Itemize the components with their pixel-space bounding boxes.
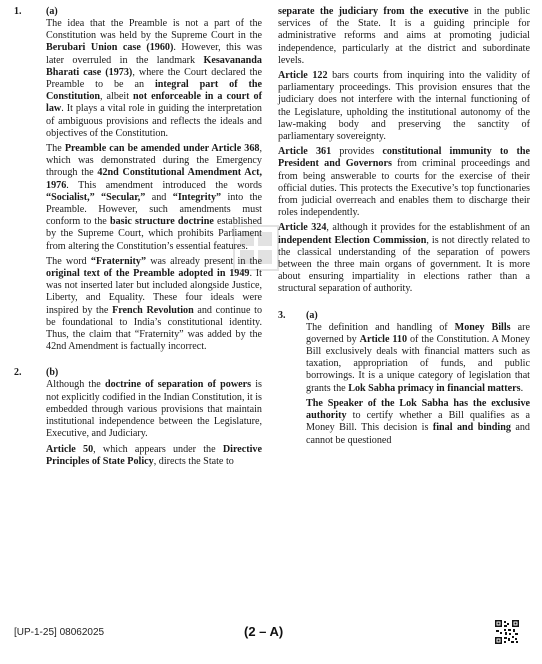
bold-term: separate the judiciary from the executive: [278, 6, 469, 17]
bold-term: final and binding: [432, 422, 511, 434]
watermark-logo: [232, 224, 280, 272]
paragraph: Article 361 provides constitutional immunity to the President and Governors from criminal proceedings and from being answerable to courts for the exercise of their official duties. This protects the Executive’s top functionaries from judicial overreach and enables them to discharge their roles independently.: [278, 146, 530, 219]
bold-term: Preamble can be amended under Article 368: [64, 143, 260, 155]
bold-term: basic structure doctrine: [109, 216, 214, 228]
bold-term: The Speaker of the Lok Sabha has the exclusive authority: [306, 397, 530, 422]
question-number: 2.: [14, 367, 22, 379]
paragraph-split-start: Article 50, which appears under the Directive Principles of State Policy, directs the State to: [46, 443, 262, 467]
paragraph: Although the doctrine of separation of powers is not explicitly codified in the Indian Constitution, it is embedded through various provisions that maintain institutional independence between the Legislature, Executive, and Judiciary.: [46, 379, 262, 440]
bold-term: original text of the Preamble adopted in 1949: [46, 268, 250, 280]
bold-term: Directive Principles of State Policy: [46, 443, 262, 467]
qr-code-icon: [495, 620, 519, 644]
right-column: [278, 6, 530, 450]
bold-term: 42nd Constitutional Amendment Act, 1976: [46, 167, 262, 191]
bold-term: not enforceable in a court of law: [46, 91, 262, 115]
paragraph: The Speaker of the Lok Sabha has the exclusive authority to certify whether a Bill qualifies as a Money Bill. This decision is final and binding and cannot be questioned: [306, 397, 530, 446]
bold-term: Kesavananda Bharati case (1973): [46, 54, 262, 78]
answer-option: (a): [46, 6, 58, 17]
question-2-header: [14, 367, 262, 379]
bold-term: Article 50: [46, 443, 94, 455]
paragraph-split-end: separate the judiciary from the executive in the public services of the State. It is a guiding principle for administrative reforms and aims at promoting judicial independence, particularly at the district and subordinate levels.: [278, 6, 530, 66]
question-1-header: [14, 6, 262, 18]
bold-term: Article 324: [278, 222, 327, 234]
question-3-header: [278, 310, 530, 322]
left-column: [14, 6, 262, 471]
bold-term: Article 122: [278, 70, 328, 82]
paragraph: The definition and handling of Money Bills are governed by Article 110 of the Constitution. A Money Bill exclusively deals with financial matters such as taxation, appropriation of funds, and public borrowings. It is a unique category of legislation that grants the Lok Sabha primacy in financial matters.: [306, 321, 530, 394]
bold-term: independent Election Commission: [278, 234, 427, 246]
bold-term: “Fraternity”: [90, 255, 147, 267]
paragraph: The Preamble can be amended under Article 368, which was demonstrated during the Emergency through the 42nd Constitutional Amendment Act, 1976. This amendment introduced the words “Socialist,” “Secular,” and “Integrity” into the Preamble. However, such amendments must conform to the basic structure doctrine established by the Supreme Court, which prohibits Parliament from altering the Constitution’s essential features.: [46, 143, 262, 252]
bold-term: “Integrity”: [172, 191, 222, 203]
page-number: (2 – A): [244, 624, 284, 639]
bold-term: constitutional immunity to the President and Governors: [278, 146, 530, 170]
answer-option: (b): [46, 367, 59, 379]
bold-term: Money Bills: [454, 321, 511, 333]
bold-term: integral part of the Constitution: [46, 79, 262, 103]
answer-option: (a): [306, 309, 318, 321]
bold-term: Article 361: [278, 146, 332, 158]
question-number: 3.: [278, 309, 286, 321]
bold-term: Berubari Union case (1960): [46, 42, 174, 54]
paragraph: The idea that the Preamble is not a part of the Constitution was held by the Supreme Court in the Berubari Union case (1960). However, this was later overruled in the landmark Kesavananda Bharati case (1973), where the Court declared the Preamble to be an integral part of the Constitution, albeit not enforceable in a court of law. It plays a vital role in guiding the interpretation of ambiguous provisions and reflects the ideals and objectives of the Constitution.: [46, 18, 263, 139]
paragraph: Article 122 bars courts from inquiring into the validity of parliamentary proceedings. This provision ensures that the judiciary does not interfere with the internal functioning of the Legislature, upholding the institutional autonomy of the law-making body and preserving the sanctity of parliamentary sovereignty.: [278, 70, 530, 143]
paragraph: The word “Fraternity” was already present in the original text of the Preamble adopted in 1949. It was not inserted later but included alongside Justice, Liberty, and Equality. These four ideals were inspired by the French Revolution and continue to be foundational to India’s constitutional identity. Thus, the claim that “Fraternity” was added by the 42nd Amendment is factually incorrect.: [46, 255, 263, 353]
question-number: 1.: [14, 6, 22, 17]
bold-term: doctrine of separation of powers: [104, 379, 252, 391]
bold-term: French Revolution: [112, 304, 194, 316]
bold-term: Lok Sabha primacy in financial matters: [348, 382, 521, 394]
footer-code: [UP-1-25] 08062025: [14, 627, 105, 638]
bold-term: “Socialist,” “Secular,”: [46, 191, 146, 203]
bold-term: Article 110: [359, 333, 408, 345]
paragraph: Article 324, although it provides for the establishment of an independent Election Commission, is not directly related to the classical understanding of the separation of powers between the three main organs of government. It is more about ensuring impartiality in elections rather than a structural separation of authority.: [278, 222, 530, 295]
